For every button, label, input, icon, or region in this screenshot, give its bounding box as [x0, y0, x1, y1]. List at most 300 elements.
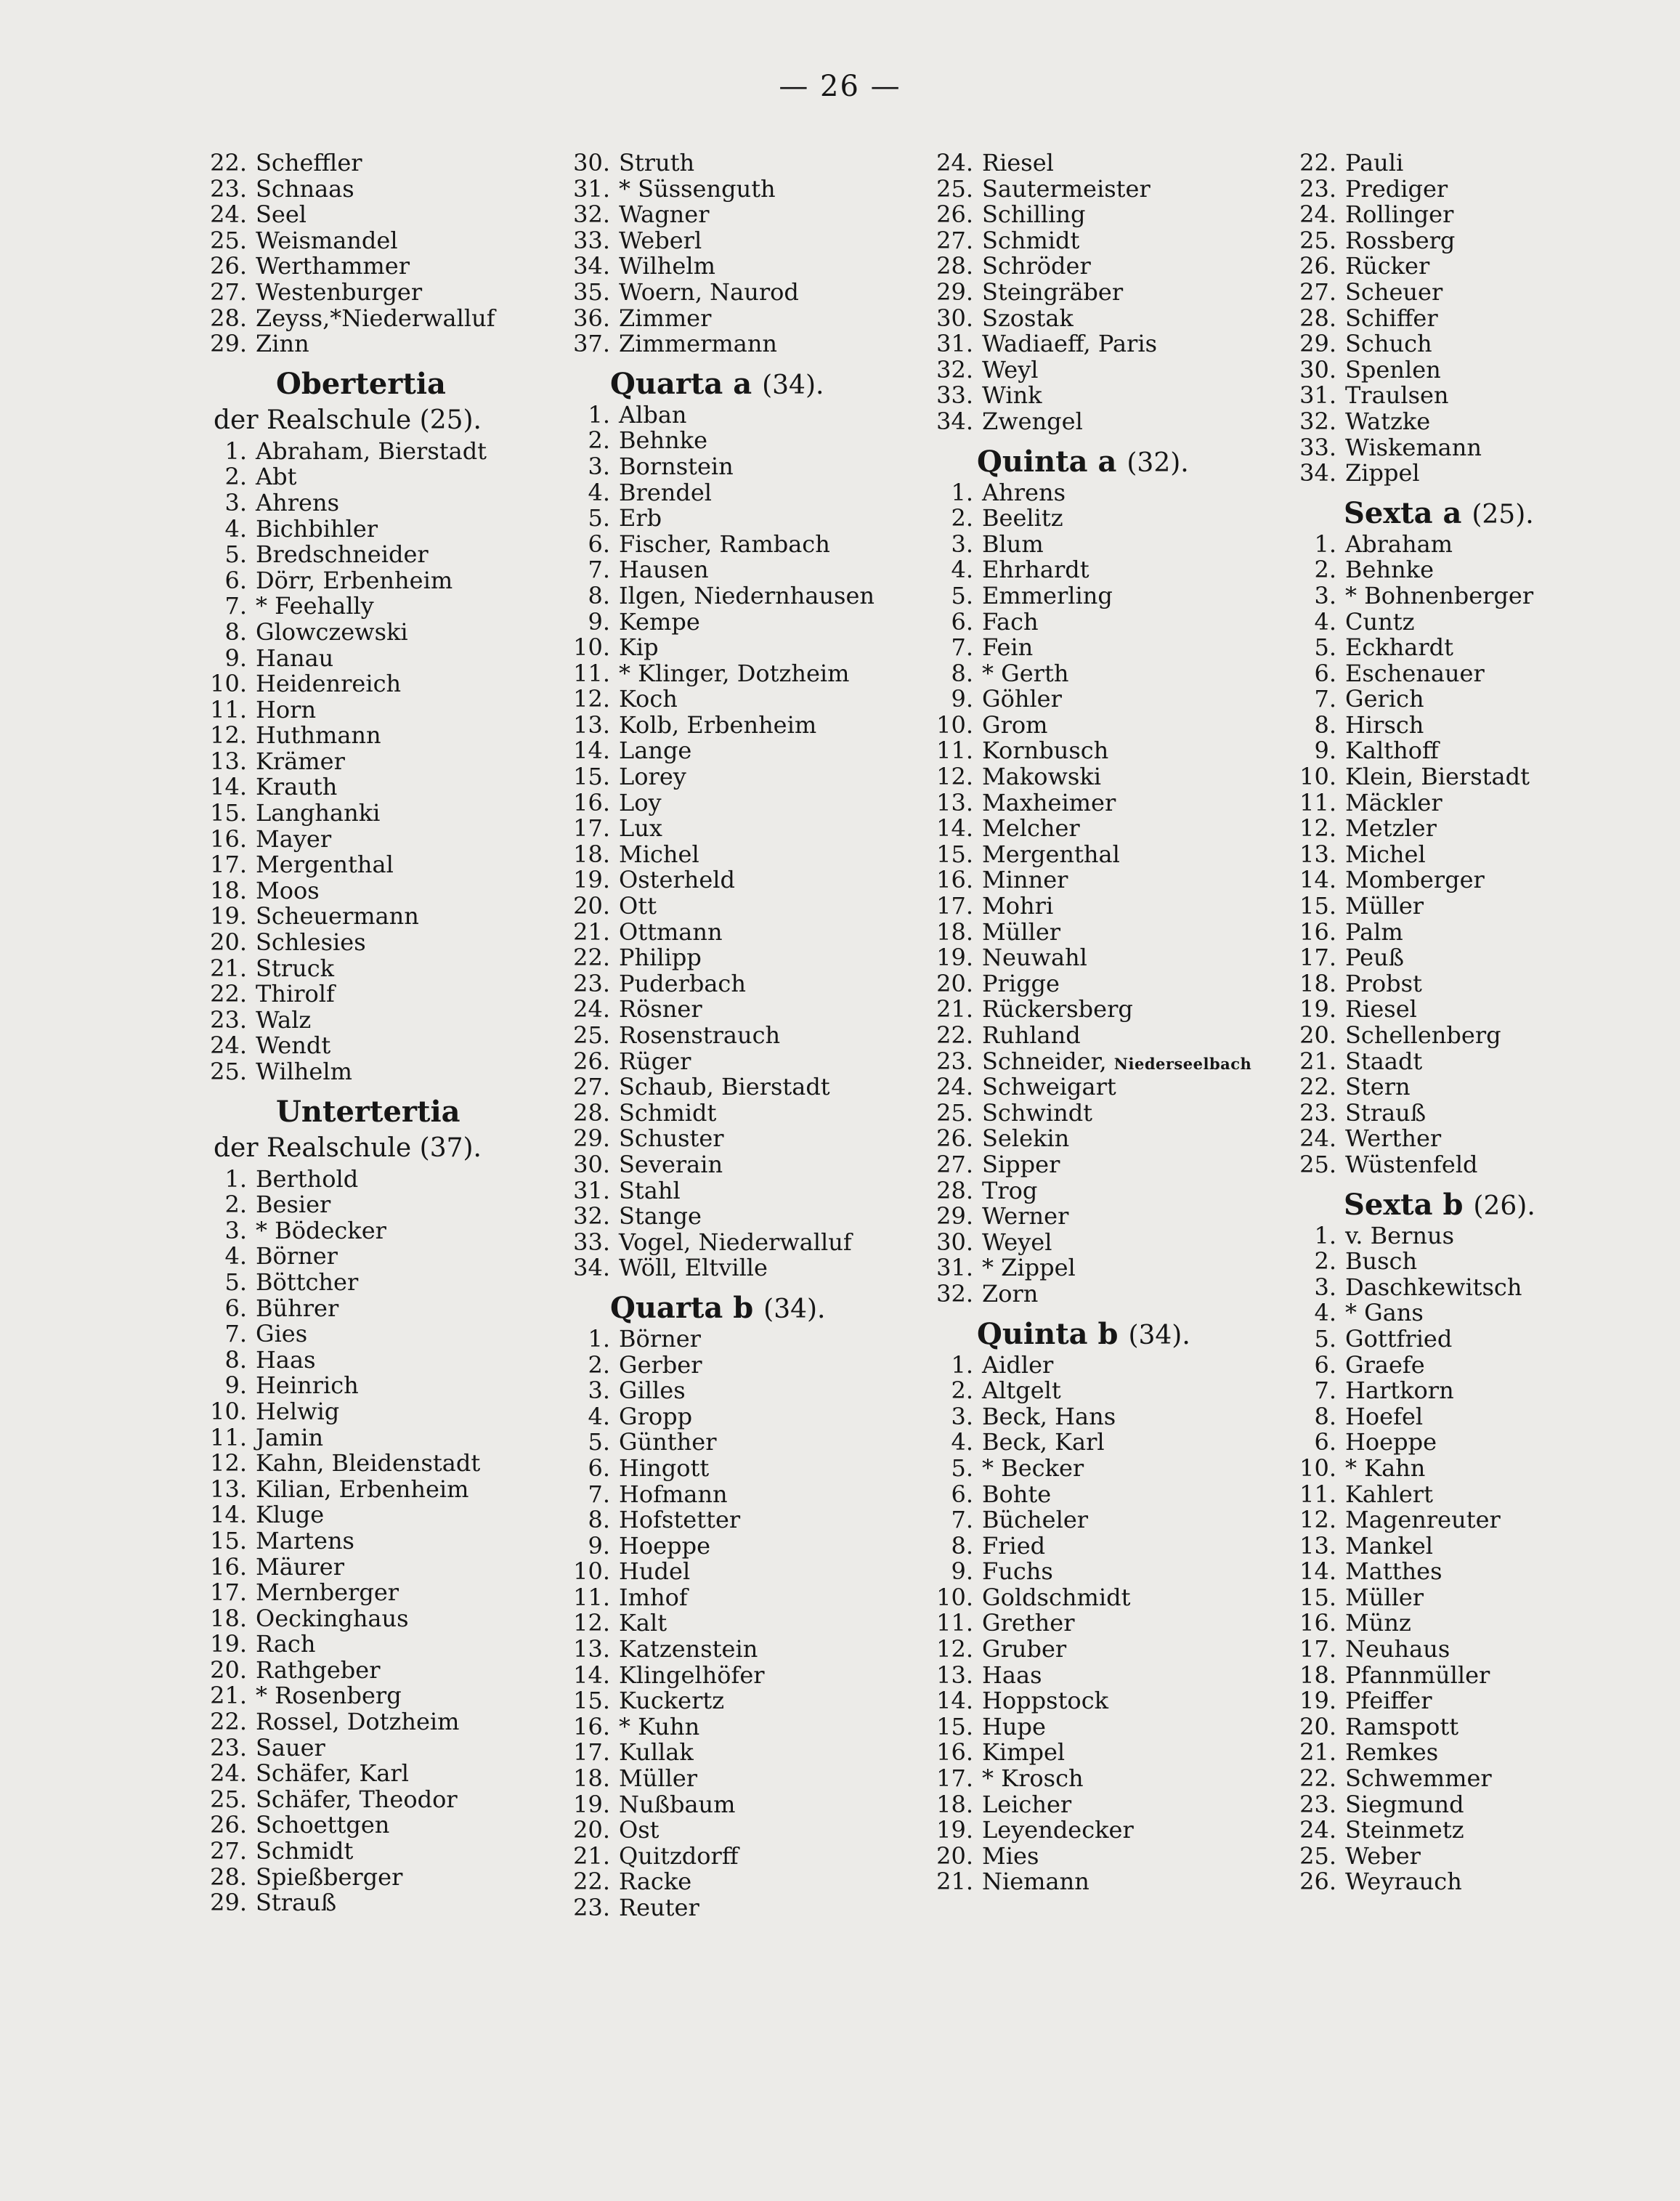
student-name: * Kuhn [619, 1712, 700, 1740]
student-name: Heinrich [256, 1371, 359, 1400]
item-number: 10. [1299, 763, 1336, 791]
section-count: (34). [1128, 1320, 1190, 1350]
item-number: 30. [573, 1150, 610, 1178]
student-name: Schnaas [256, 174, 354, 203]
student-name: Bohte [982, 1480, 1052, 1508]
item-number: 3. [951, 1402, 973, 1430]
item-number: 6. [951, 607, 973, 636]
section-heading: Obertertia [276, 366, 446, 401]
list-item [196, 1683, 574, 1709]
item-number: 23. [573, 969, 610, 997]
item-number: 9. [1314, 737, 1336, 765]
student-name: Stern [1345, 1073, 1411, 1101]
student-name: Ottmann [619, 917, 723, 946]
student-name: Zippel [1345, 459, 1420, 487]
list-item [196, 1502, 574, 1528]
list-item [196, 1033, 574, 1059]
item-number: 18. [1299, 1661, 1336, 1689]
item-number: 1. [588, 1324, 610, 1353]
student-name: Schmidt [256, 1837, 354, 1865]
item-number: 7. [588, 1480, 610, 1508]
item-number: 12. [573, 1609, 610, 1637]
item-number: 27. [936, 1150, 973, 1178]
student-name: Schuch [1345, 330, 1432, 358]
student-name: Hoppstock [982, 1687, 1108, 1715]
student-list [196, 150, 574, 357]
student-name: Hudel [619, 1557, 691, 1586]
student-name: Kahlert [1345, 1480, 1433, 1508]
list-item [1286, 1841, 1663, 1870]
student-name: Remkes [1345, 1738, 1439, 1767]
student-name: Riesel [1345, 995, 1417, 1024]
list-item [559, 816, 937, 842]
list-item [1286, 174, 1663, 203]
column-3 [922, 150, 1300, 1895]
item-number: 33. [573, 226, 610, 254]
item-number: 19. [573, 1790, 610, 1818]
student-name: Spießberger [256, 1862, 403, 1891]
student-name: Fein [982, 633, 1034, 662]
list-item [922, 1533, 1300, 1560]
item-number: 29. [210, 1889, 247, 1917]
student-name: Racke [619, 1868, 692, 1896]
item-number: 25. [210, 1785, 247, 1813]
student-name: Weyel [982, 1228, 1052, 1256]
item-number: 4. [224, 1242, 247, 1270]
list-item [559, 1152, 937, 1178]
list-item [1286, 971, 1663, 997]
list-item [196, 1812, 574, 1839]
item-number: 9. [951, 1557, 973, 1586]
list-item [196, 1606, 574, 1632]
item-number: 1. [1314, 530, 1336, 558]
list-item [196, 723, 574, 749]
student-name: Gerber [619, 1350, 702, 1379]
list-item [559, 1404, 937, 1430]
student-name: Dörr, Erbenheim [256, 566, 453, 594]
student-name: Hofstetter [619, 1506, 741, 1534]
item-number: 18. [573, 840, 610, 868]
list-item [922, 686, 1300, 713]
item-number: 2. [224, 463, 247, 491]
item-number: 19. [210, 1630, 247, 1658]
student-name: Kuckertz [619, 1687, 725, 1715]
student-name: Weber [1345, 1841, 1421, 1870]
student-name: Leicher [982, 1790, 1072, 1818]
item-number: 7. [951, 633, 973, 662]
student-name: Minner [982, 866, 1068, 894]
list-item [1286, 1817, 1663, 1844]
list-item [559, 738, 937, 764]
item-number: 19. [210, 902, 247, 931]
list-item [1286, 532, 1663, 558]
item-number: 6. [224, 1294, 247, 1322]
list-item [559, 635, 937, 661]
list-item [922, 1126, 1300, 1152]
list-item [922, 1178, 1300, 1204]
section-subtitle: der Realschule (37). [214, 1132, 482, 1163]
student-name: Rücker [1345, 252, 1430, 280]
item-number: 25. [1299, 1150, 1336, 1178]
list-item [559, 277, 937, 306]
item-number: 34. [1299, 459, 1336, 487]
item-number: 23. [1299, 174, 1336, 203]
student-name: Grether [982, 1609, 1075, 1637]
list-item [1286, 1300, 1663, 1326]
student-name: Probst [1345, 969, 1422, 997]
item-number: 21. [936, 1868, 973, 1896]
item-number: 13. [573, 1635, 610, 1663]
item-number: 12. [936, 763, 973, 791]
list-item [559, 971, 937, 997]
student-list [559, 1326, 937, 1921]
student-list [1286, 150, 1663, 487]
list-item [559, 1792, 937, 1818]
list-item [922, 1585, 1300, 1611]
list-item [922, 506, 1300, 532]
student-name: Busch [1345, 1247, 1418, 1276]
student-name: Fischer, Rambach [619, 530, 830, 558]
item-number: 20. [210, 928, 247, 957]
list-item [196, 1477, 574, 1503]
item-number: 4. [588, 478, 610, 506]
list-item [196, 671, 574, 697]
item-number: 16. [573, 1712, 610, 1740]
list-item [922, 277, 1300, 306]
item-number: 23. [210, 1005, 247, 1034]
student-name: * Kahn [1345, 1454, 1426, 1482]
item-number: 15. [1299, 1583, 1336, 1611]
list-item [196, 1270, 574, 1296]
list-item [559, 945, 937, 971]
list-item [196, 1399, 574, 1425]
student-name: Mergenthal [256, 851, 394, 879]
student-name: Alban [619, 400, 687, 429]
student-name: Glowczewski [256, 617, 408, 646]
list-item [559, 306, 937, 332]
student-name: Gottfried [1345, 1324, 1453, 1353]
item-number: 26. [210, 252, 247, 280]
student-name: Mankel [1345, 1531, 1434, 1560]
item-number: 20. [1299, 1021, 1336, 1049]
list-item [559, 661, 937, 687]
item-number: 9. [951, 685, 973, 713]
item-number: 29. [936, 277, 973, 306]
student-name: Scheuermann [256, 902, 419, 931]
list-item [1286, 1350, 1663, 1379]
item-number: 11. [210, 1423, 247, 1451]
student-name: Oeckinghaus [256, 1604, 409, 1632]
item-number: 24. [210, 200, 247, 229]
list-item [196, 852, 574, 878]
list-item [1286, 1663, 1663, 1689]
student-name: Wink [982, 381, 1042, 410]
student-name: Prigge [982, 969, 1060, 997]
student-name: Hingott [619, 1454, 710, 1482]
item-number: 12. [573, 685, 610, 713]
student-name: Rossel, Dotzheim [256, 1708, 460, 1736]
item-number: 16. [1299, 1609, 1336, 1637]
student-name: Wöll, Eltville [619, 1254, 768, 1282]
student-name: Rosenstrauch [619, 1021, 781, 1049]
item-number: 11. [573, 659, 610, 687]
student-name: Rösner [619, 995, 702, 1024]
item-number: 8. [588, 1506, 610, 1534]
student-name: Klein, Bierstadt [1345, 763, 1530, 791]
section-title: Quinta b [977, 1316, 1119, 1351]
list-item [922, 150, 1300, 177]
item-number: 7. [951, 1506, 973, 1534]
list-item [559, 1126, 937, 1152]
item-number: 30. [936, 1228, 973, 1256]
list-item [922, 228, 1300, 254]
item-number: 12. [210, 1449, 247, 1478]
list-item [559, 764, 937, 790]
student-name: Aidler [982, 1350, 1054, 1379]
item-number: 21. [210, 954, 247, 982]
student-name: Maxheimer [982, 788, 1116, 816]
student-name: Fach [982, 607, 1039, 636]
item-number: 3. [951, 530, 973, 558]
item-number: 10. [210, 1397, 247, 1425]
item-number: 11. [1299, 1480, 1336, 1508]
list-item [922, 842, 1300, 868]
student-name: Behnke [619, 426, 707, 455]
list-item [1286, 1637, 1663, 1663]
list-item [196, 1373, 574, 1399]
list-item [559, 1326, 937, 1353]
item-number: 3. [1314, 1273, 1336, 1301]
student-name: Erb [619, 504, 662, 532]
list-item [559, 1766, 937, 1792]
item-number: 25. [1299, 1841, 1336, 1870]
item-number: 15. [936, 1712, 973, 1740]
student-name: Vogel, Niederwalluf [619, 1228, 852, 1256]
list-item [559, 609, 937, 636]
page-number: — 26 — [779, 70, 901, 103]
student-name: Graefe [1345, 1350, 1425, 1379]
student-name: Schweigart [982, 1073, 1116, 1101]
item-number: 5. [951, 581, 973, 609]
item-number: 31. [936, 330, 973, 358]
item-number: 10. [573, 633, 610, 662]
list-item [922, 1841, 1300, 1870]
item-number: 23. [210, 1733, 247, 1762]
student-name: Schlesies [256, 928, 366, 957]
list-item [1286, 1126, 1663, 1152]
item-number: 10. [1299, 1454, 1336, 1482]
list-item [922, 971, 1300, 997]
item-number: 9. [588, 607, 610, 636]
student-name: Severain [619, 1150, 723, 1178]
student-name: Koch [619, 685, 678, 713]
section-heading [1286, 495, 1663, 532]
list-item [559, 202, 937, 228]
item-number: 9. [224, 644, 247, 672]
list-item [196, 439, 574, 465]
list-item [1286, 764, 1663, 790]
student-name: Haas [982, 1661, 1042, 1689]
item-number: 28. [210, 1862, 247, 1891]
list-item [922, 1255, 1300, 1281]
student-name: Lux [619, 814, 662, 843]
student-name: Hartkorn [1345, 1377, 1454, 1405]
list-item [922, 1688, 1300, 1714]
list-item [196, 1528, 574, 1555]
list-item [559, 1482, 937, 1508]
list-item [559, 428, 937, 454]
item-number: 21. [1299, 1738, 1336, 1767]
list-item [559, 1869, 937, 1895]
student-name: Neuhaus [1345, 1635, 1450, 1663]
list-item [196, 150, 574, 177]
section-title: Quarta a [610, 366, 752, 401]
list-item [922, 635, 1300, 661]
column-2 [559, 150, 937, 1921]
item-number: 25. [1299, 226, 1336, 254]
list-item [1286, 461, 1663, 487]
student-name: * Klinger, Dotzheim [619, 659, 850, 687]
student-name: Stange [619, 1202, 702, 1231]
item-number: 18. [936, 917, 973, 946]
student-name: Müller [1345, 892, 1424, 920]
item-number: 15. [210, 1526, 247, 1555]
student-name: Quitzdorff [619, 1841, 739, 1870]
item-number: 17. [1299, 1635, 1336, 1663]
item-number: 7. [588, 556, 610, 584]
list-item [922, 1792, 1300, 1818]
student-name: Zorn [982, 1279, 1039, 1308]
item-number: 14. [1299, 1557, 1336, 1586]
item-number: 22. [936, 1021, 973, 1049]
item-number: 4. [951, 1428, 973, 1456]
student-name: Helwig [256, 1397, 340, 1425]
item-number: 26. [936, 200, 973, 229]
section-count: (32). [1127, 447, 1189, 478]
student-name: Huthmann [256, 721, 381, 750]
list-item [1286, 583, 1663, 609]
list-item [1286, 635, 1663, 661]
list-item [922, 174, 1300, 203]
student-name: Weberl [619, 226, 702, 254]
item-number: 13. [1299, 1531, 1336, 1560]
item-number: 6. [1314, 659, 1336, 687]
list-item [559, 1100, 937, 1127]
item-number: 12. [1299, 1506, 1336, 1534]
item-number: 24. [936, 1073, 973, 1101]
section-heading [559, 1290, 937, 1326]
item-number: 37. [573, 330, 610, 358]
student-name: Cuntz [1345, 607, 1415, 636]
list-item [922, 557, 1300, 583]
section-heading [559, 366, 937, 402]
list-item [196, 749, 574, 775]
item-number: 19. [936, 944, 973, 972]
item-number: 8. [588, 581, 610, 609]
item-number: 16. [210, 824, 247, 853]
student-name: Abraham [1345, 530, 1453, 558]
item-number: 29. [210, 330, 247, 358]
student-name: * Zippel [982, 1254, 1076, 1282]
student-name: Krauth [256, 773, 338, 801]
student-name: Ehrhardt [982, 556, 1089, 584]
student-name: Zimmermann [619, 330, 778, 358]
list-item [1286, 435, 1663, 461]
item-number: 1. [224, 437, 247, 465]
student-name: Gilles [619, 1377, 686, 1405]
list-item [1286, 409, 1663, 435]
item-number: 10. [936, 710, 973, 739]
list-item [559, 402, 937, 429]
list-item [922, 1230, 1300, 1256]
student-name: Langhanki [256, 799, 381, 827]
student-name: Strauß [256, 1889, 337, 1917]
student-name: v. Bernus [1345, 1221, 1455, 1249]
list-item [196, 542, 574, 568]
item-number: 21. [573, 1841, 610, 1870]
list-item [196, 1632, 574, 1658]
student-name: Traulsen [1345, 381, 1449, 410]
item-number: 21. [1299, 1047, 1336, 1075]
item-number: 33. [936, 381, 973, 410]
list-item [1286, 1766, 1663, 1792]
item-number: 15. [573, 1687, 610, 1715]
student-name: Rüger [619, 1047, 691, 1075]
list-item [922, 1714, 1300, 1740]
item-number: 26. [1299, 1868, 1336, 1896]
list-item [559, 1456, 937, 1482]
student-name: Scheffler [256, 149, 362, 177]
student-name: Gies [256, 1320, 308, 1348]
item-number: 1. [1314, 1221, 1336, 1249]
student-name: Göhler [982, 685, 1062, 713]
list-item [1286, 1223, 1663, 1249]
list-item [922, 1610, 1300, 1637]
student-name: Struth [619, 149, 695, 177]
item-number: 17. [573, 814, 610, 843]
student-name: Wadiaeff, Paris [982, 330, 1157, 358]
item-number: 28. [573, 1098, 610, 1127]
student-name: Szostak [982, 304, 1074, 332]
list-item [922, 1766, 1300, 1792]
item-number: 2. [951, 504, 973, 532]
student-name: Mayer [256, 824, 332, 853]
list-item [196, 1787, 574, 1813]
list-item [922, 409, 1300, 435]
section-title: Quinta a [977, 444, 1117, 479]
item-number: 14. [936, 814, 973, 843]
student-name: Wilhelm [619, 252, 715, 280]
list-item [922, 1281, 1300, 1308]
item-number: 13. [936, 788, 973, 816]
student-name: Klingelhöfer [619, 1661, 765, 1689]
list-item [559, 917, 937, 946]
list-item [1286, 1378, 1663, 1404]
list-item [196, 516, 574, 543]
item-number: 18. [573, 1764, 610, 1793]
student-name: Mäurer [256, 1552, 344, 1581]
student-name: Imhof [619, 1583, 688, 1611]
list-item [196, 1425, 574, 1451]
student-name: Schiffer [1345, 304, 1438, 332]
list-item [1286, 1074, 1663, 1100]
item-number: 5. [1314, 1324, 1336, 1353]
student-name: Schellenberg [1345, 1021, 1501, 1049]
student-name: Rückersberg [982, 995, 1133, 1024]
student-name: Woern, Naurod [619, 277, 799, 306]
student-name: Kullak [619, 1738, 694, 1767]
list-item [1286, 557, 1663, 583]
